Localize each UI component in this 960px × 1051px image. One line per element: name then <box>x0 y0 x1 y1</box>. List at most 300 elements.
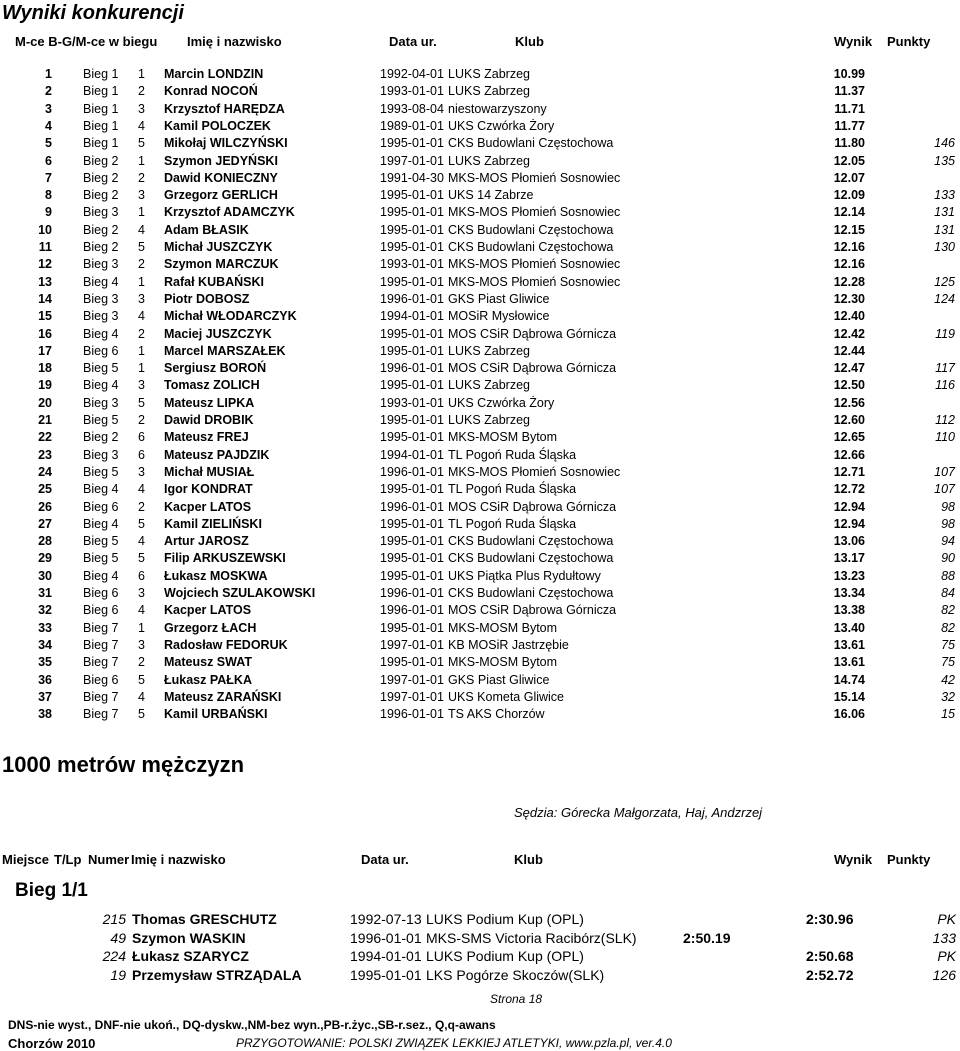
cell-athlete-name: Adam BŁASIK <box>164 222 249 237</box>
cell-heat: Bieg 7 <box>83 689 119 704</box>
page-number: Strona 18 <box>490 992 543 1006</box>
cell-athlete-name: Kamil URBAŃSKI <box>164 707 268 722</box>
col-header-date: Data ur. <box>389 34 437 49</box>
cell-lane: 2 <box>138 413 145 427</box>
cell-athlete-name: Mateusz ZARAŃSKI <box>164 689 282 704</box>
cell-birth-date: 1995-01-01 <box>380 551 444 566</box>
cell-lane: 3 <box>138 586 145 600</box>
cell-result: 12.30 <box>833 291 865 306</box>
cell-points: 112 <box>935 413 955 427</box>
cell-heat: Bieg 7 <box>83 707 119 722</box>
cell-result: 12.65 <box>833 430 865 445</box>
cell-club: MOS CSiR Dąbrowa Górnicza <box>448 326 617 341</box>
cell-birth-date: 1997-01-01 <box>380 689 444 704</box>
cell-athlete-name: Michał MUSIAŁ <box>164 464 255 479</box>
cell-result: 12.47 <box>833 361 865 376</box>
cell-lane: 4 <box>138 118 145 133</box>
cell-heat: Bieg 5 <box>83 413 119 427</box>
cell-place: 29 <box>38 551 52 566</box>
cell-lane: 2 <box>138 326 145 341</box>
cell-lane: 2 <box>138 170 145 185</box>
cell-athlete-name: Łukasz PAŁKA <box>164 672 252 687</box>
cell-points: 130 <box>934 240 955 254</box>
cell-place: 36 <box>38 672 52 687</box>
table-row <box>0 188 960 205</box>
cell-place: 20 <box>38 395 52 410</box>
cell-birth-date: 1995-01-01 <box>380 188 444 203</box>
cell-athlete-name: Thomas GRESCHUTZ <box>132 911 277 927</box>
cell-athlete-name: Konrad NOCOŃ <box>164 84 258 99</box>
cell-result: 12.14 <box>833 205 865 220</box>
cell-bib-number: 19 <box>110 966 126 983</box>
abbreviations-legend: DNS-nie wyst., DNF-nie ukoń., DQ-dyskw.,NM-bez wyn.,PB-r.życ.,SB-r.sez., Q,q-awans <box>8 1018 496 1032</box>
cell-athlete-name: Łukasz MOSKWA <box>164 568 268 583</box>
cell-heat: Bieg 5 <box>83 534 119 549</box>
cell-birth-date: 1995-01-01 <box>380 274 444 289</box>
cell-athlete-name: Radosław FEDORUK <box>164 637 288 652</box>
cell-heat: Bieg 4 <box>83 568 119 583</box>
cell-result: 12.56 <box>833 395 865 410</box>
cell-result: 12.07 <box>833 170 865 185</box>
cell-club: MKS-MOS Płomień Sosnowiec <box>448 274 621 289</box>
cell-result: 11.71 <box>834 101 865 116</box>
heat-label: Bieg 1/1 <box>15 880 88 901</box>
cell-lane: 3 <box>138 637 145 652</box>
cell-birth-date: 1994-01-01 <box>380 309 444 324</box>
col-header-name: Imię i nazwisko <box>131 852 226 867</box>
cell-birth-date: 1996-01-01 <box>380 603 444 618</box>
cell-athlete-name: Łukasz SZARYCZ <box>132 948 249 964</box>
cell-birth-date: 1995-01-01 <box>380 620 444 635</box>
cell-points: 75 <box>941 655 955 670</box>
cell-club: LUKS Podium Kup (OPL) <box>426 948 584 964</box>
cell-result: 2:52.72 <box>806 966 854 983</box>
cell-place: 10 <box>38 222 52 237</box>
cell-lane: 3 <box>138 378 145 393</box>
cell-heat: Bieg 3 <box>83 309 119 324</box>
cell-result: 13.38 <box>833 603 865 618</box>
col-header-place: Miejsce <box>2 852 49 867</box>
cell-birth-date: 1993-01-01 <box>380 395 444 410</box>
cell-club: TL Pogoń Ruda Śląska <box>448 516 577 531</box>
cell-points: 107 <box>934 482 955 497</box>
cell-lane: 2 <box>138 257 145 272</box>
table-row <box>0 240 960 257</box>
cell-heat: Bieg 2 <box>83 188 119 203</box>
cell-lane: 6 <box>138 568 145 583</box>
cell-club: CKS Budowlani Częstochowa <box>448 551 614 566</box>
cell-place: 12 <box>38 257 52 272</box>
cell-place: 25 <box>38 482 52 497</box>
cell-heat: Bieg 1 <box>83 67 119 81</box>
cell-heat: Bieg 7 <box>83 655 119 670</box>
cell-place: 35 <box>38 655 52 670</box>
cell-points: 110 <box>935 430 955 445</box>
cell-birth-date: 1991-04-30 <box>380 170 444 185</box>
cell-points: 125 <box>934 274 955 289</box>
cell-athlete-name: Wojciech SZULAKOWSKI <box>164 586 316 600</box>
cell-club: GKS Piast Gliwice <box>448 291 550 306</box>
cell-birth-date: 1995-01-01 <box>380 430 444 445</box>
cell-athlete-name: Mateusz LIPKA <box>164 395 255 410</box>
cell-place: 4 <box>45 118 52 133</box>
cell-heat: Bieg 2 <box>83 240 119 254</box>
cell-place: 17 <box>38 343 52 358</box>
cell-heat: Bieg 2 <box>83 153 119 168</box>
cell-points: 98 <box>941 499 955 514</box>
cell-club: niestowarzyszony <box>448 101 547 116</box>
table-row <box>0 465 960 482</box>
table-row <box>0 136 960 153</box>
cell-place: 30 <box>38 568 52 583</box>
cell-result: 2:50.68 <box>806 948 854 964</box>
cell-athlete-name: Mateusz SWAT <box>164 655 252 670</box>
cell-place: 16 <box>38 326 52 341</box>
cell-result: 13.61 <box>833 655 865 670</box>
cell-lane: 4 <box>138 603 145 618</box>
cell-club: MKS-MOS Płomień Sosnowiec <box>448 170 621 185</box>
cell-club: CKS Budowlani Częstochowa <box>448 534 614 549</box>
cell-heat: Bieg 4 <box>83 482 119 497</box>
cell-lane: 4 <box>138 482 145 497</box>
table-row <box>0 534 960 551</box>
cell-lane: 1 <box>138 361 145 376</box>
cell-athlete-name: Kamil POLOCZEK <box>164 118 271 133</box>
cell-birth-date: 1995-01-01 <box>380 482 444 497</box>
cell-club: UKS Czwórka Żory <box>448 395 555 410</box>
cell-athlete-name: Dawid DROBIK <box>164 413 254 427</box>
cell-lane: 6 <box>138 447 145 462</box>
cell-result: 11.77 <box>834 118 865 133</box>
cell-heat: Bieg 3 <box>83 205 119 220</box>
table-row <box>0 257 960 274</box>
cell-athlete-name: Marcin LONDZIN <box>164 67 264 81</box>
cell-lane: 1 <box>138 67 145 81</box>
cell-place: 6 <box>45 153 52 168</box>
cell-athlete-name: Krzysztof ADAMCZYK <box>164 205 295 220</box>
cell-birth-date: 1995-01-01 <box>380 516 444 531</box>
judges: Sędzia: Górecka Małgorzata, Haj, Andzrzej <box>514 805 763 820</box>
cell-place: 7 <box>45 170 52 185</box>
cell-result: 12.71 <box>833 464 865 479</box>
cell-heat: Bieg 4 <box>83 516 119 531</box>
cell-heat: Bieg 5 <box>83 464 119 479</box>
table-row <box>0 413 960 430</box>
cell-result: 12.15 <box>833 222 865 237</box>
cell-lane: 2 <box>138 84 145 99</box>
cell-birth-date: 1996-01-01 <box>380 291 444 306</box>
cell-place: 9 <box>45 205 52 220</box>
cell-athlete-name: Kamil ZIELIŃSKI <box>164 516 262 531</box>
cell-lane: 5 <box>138 240 145 254</box>
cell-result: 12.09 <box>833 188 865 203</box>
table-row <box>0 690 960 707</box>
col-header-name: Imię i nazwisko <box>187 34 282 49</box>
cell-result: 15.14 <box>833 689 865 704</box>
cell-birth-date: 1993-01-01 <box>380 84 444 99</box>
cell-club: TL Pogoń Ruda Śląska <box>448 447 577 462</box>
table-row <box>0 205 960 222</box>
cell-place: 28 <box>38 534 52 549</box>
table-row <box>0 102 960 119</box>
cell-lane: 4 <box>138 689 145 704</box>
table-row <box>0 482 960 499</box>
cell-heat: Bieg 6 <box>83 586 119 600</box>
cell-result: 13.23 <box>833 568 865 583</box>
table-row <box>0 223 960 240</box>
table-row <box>0 67 960 84</box>
cell-lane: 5 <box>138 672 145 687</box>
cell-lane: 3 <box>138 291 145 306</box>
cell-birth-date: 1995-01-01 <box>380 534 444 549</box>
cell-points: 119 <box>935 326 955 341</box>
cell-heat: Bieg 2 <box>83 170 119 185</box>
table-row <box>0 119 960 136</box>
cell-athlete-name: Szymon MARCZUK <box>164 257 279 272</box>
cell-birth-date: 1997-01-01 <box>380 153 444 168</box>
cell-bib-number: 49 <box>110 929 126 946</box>
col-header-place: M-ce B-G/M-ce w biegu <box>15 34 158 49</box>
cell-club: LKS Pogórze Skoczów(SLK) <box>426 966 605 983</box>
cell-place: 15 <box>38 309 52 324</box>
table-row <box>0 430 960 447</box>
cell-club: MKS-MOSM Bytom <box>448 655 558 670</box>
table-row <box>0 327 960 344</box>
cell-heat: Bieg 6 <box>83 672 119 687</box>
cell-heat: Bieg 3 <box>83 291 119 306</box>
table-row <box>0 84 960 101</box>
table-row <box>0 655 960 672</box>
table-row <box>0 344 960 361</box>
cell-points: 133 <box>934 188 955 203</box>
table-row <box>0 275 960 292</box>
page-title: Wyniki konkurencji <box>2 2 184 24</box>
cell-birth-date: 1989-01-01 <box>380 118 444 133</box>
cell-heat: Bieg 6 <box>83 343 119 358</box>
cell-points: 15 <box>941 707 955 722</box>
cell-place: 8 <box>45 188 52 203</box>
cell-place: 37 <box>38 689 52 704</box>
cell-athlete-name: Szymon WASKIN <box>132 929 246 946</box>
cell-place: 3 <box>45 101 52 116</box>
cell-heat: Bieg 1 <box>83 84 119 99</box>
cell-result: 12.42 <box>833 326 865 341</box>
cell-athlete-name: Marcel MARSZAŁEK <box>164 343 286 358</box>
cell-birth-date: 1996-01-01 <box>380 361 444 376</box>
cell-points: 107 <box>934 464 955 479</box>
cell-birth-date: 1995-01-01 <box>380 326 444 341</box>
cell-points: 82 <box>941 620 955 635</box>
cell-lane: 4 <box>138 222 145 237</box>
cell-athlete-name: Michał WŁODARCZYK <box>164 309 297 324</box>
cell-club: LUKS Podium Kup (OPL) <box>426 911 584 927</box>
cell-points: 116 <box>935 378 955 393</box>
cell-place: 13 <box>38 274 52 289</box>
cell-result: 12.94 <box>833 499 865 514</box>
cell-athlete-name: Grzegorz ŁACH <box>164 620 257 635</box>
cell-heat: Bieg 5 <box>83 361 119 376</box>
cell-birth-date: 1992-04-01 <box>380 67 444 81</box>
cell-club: UKS 14 Zabrze <box>448 188 534 203</box>
table-row <box>0 621 960 638</box>
cell-birth-date: 1995-01-01 <box>350 966 422 983</box>
cell-points: 124 <box>934 291 955 306</box>
cell-result: 12.05 <box>833 153 865 168</box>
cell-heat: Bieg 1 <box>83 118 119 133</box>
cell-result: 12.66 <box>833 447 865 462</box>
cell-birth-date: 1995-01-01 <box>380 568 444 583</box>
cell-result: 12.72 <box>833 482 865 497</box>
cell-heat: Bieg 6 <box>83 499 119 514</box>
cell-club: TS AKS Chorzów <box>448 707 545 722</box>
cell-club: MOS CSiR Dąbrowa Górnicza <box>448 361 617 376</box>
cell-birth-date: 1996-01-01 <box>350 929 422 946</box>
table-row <box>0 517 960 534</box>
table-row <box>0 292 960 309</box>
table-row <box>0 500 960 517</box>
cell-club: KB MOSiR Jastrzębie <box>448 637 569 652</box>
cell-lane: 4 <box>138 309 145 324</box>
cell-birth-date: 1992-07-13 <box>350 911 422 927</box>
col-header-points: Punkty <box>887 34 931 49</box>
col-header-club: Klub <box>515 34 544 49</box>
cell-place: 23 <box>38 447 52 462</box>
cell-points: 94 <box>941 534 955 549</box>
cell-place: 19 <box>38 378 52 393</box>
cell-athlete-name: Kacper LATOS <box>164 499 252 514</box>
cell-place: 33 <box>38 620 52 635</box>
cell-result: 14.74 <box>833 672 865 687</box>
cell-heat: Bieg 2 <box>83 222 119 237</box>
cell-place: 26 <box>38 499 52 514</box>
cell-lane: 1 <box>138 620 145 635</box>
cell-club: CKS Budowlani Częstochowa <box>448 240 614 254</box>
cell-result: 12.94 <box>833 516 865 531</box>
cell-lane: 1 <box>138 343 145 358</box>
cell-lane: 3 <box>138 101 145 116</box>
table-row <box>0 930 960 950</box>
cell-athlete-name: Krzysztof HARĘDZA <box>164 101 285 116</box>
cell-result: 13.17 <box>833 551 865 566</box>
cell-result: 2:30.96 <box>806 911 854 927</box>
cell-club: MKS-MOSM Bytom <box>448 430 558 445</box>
cell-athlete-name: Rafał KUBAŃSKI <box>164 274 265 289</box>
cell-athlete-name: Igor KONDRAT <box>164 482 253 497</box>
section-title: 1000 metrów mężczyzn <box>2 752 245 777</box>
cell-place: 22 <box>38 430 52 445</box>
cell-place: 21 <box>38 413 52 427</box>
cell-athlete-name: Szymon JEDYŃSKI <box>164 153 278 168</box>
table-row <box>0 586 960 603</box>
cell-result: 2:50.19 <box>683 929 731 946</box>
cell-athlete-name: Dawid KONIECZNY <box>164 170 278 185</box>
cell-heat: Bieg 7 <box>83 637 119 652</box>
cell-result: 12.16 <box>833 257 865 272</box>
cell-result: 13.61 <box>833 637 865 652</box>
cell-place: 32 <box>38 603 52 618</box>
cell-result: 12.16 <box>833 240 865 254</box>
cell-result: 13.40 <box>833 620 865 635</box>
cell-club: MKS-MOS Płomień Sosnowiec <box>448 205 621 220</box>
cell-lane: 3 <box>138 188 145 203</box>
cell-athlete-name: Sergiusz BOROŃ <box>164 361 267 376</box>
cell-club: LUKS Zabrzeg <box>448 84 530 99</box>
cell-athlete-name: Michał JUSZCZYK <box>164 240 273 254</box>
cell-club: GKS Piast Gliwice <box>448 672 550 687</box>
cell-club: MKS-MOS Płomień Sosnowiec <box>448 257 621 272</box>
cell-points: 135 <box>934 153 955 168</box>
cell-place: 24 <box>38 464 52 479</box>
table-row <box>0 967 960 987</box>
cell-birth-date: 1995-01-01 <box>380 655 444 670</box>
cell-place: 27 <box>38 516 52 531</box>
cell-lane: 1 <box>138 274 145 289</box>
cell-result: 12.50 <box>833 378 865 393</box>
cell-club: MKS-MOS Płomień Sosnowiec <box>448 464 621 479</box>
cell-athlete-name: Grzegorz GERLICH <box>164 188 278 203</box>
preparation-note: PRZYGOTOWANIE: POLSKI ZWIĄZEK LEKKIEJ ATLETYKI, www.pzla.pl, ver.4.0 <box>236 1036 672 1050</box>
cell-lane: 1 <box>138 153 145 168</box>
cell-lane: 3 <box>138 464 145 479</box>
cell-birth-date: 1995-01-01 <box>380 378 444 393</box>
cell-place: 11 <box>38 240 52 254</box>
cell-birth-date: 1995-01-01 <box>380 343 444 358</box>
table-row <box>0 911 960 931</box>
cell-club: TL Pogoń Ruda Śląska <box>448 482 577 497</box>
table-row <box>0 673 960 690</box>
cell-club: LUKS Zabrzeg <box>448 153 530 168</box>
cell-heat: Bieg 7 <box>83 620 119 635</box>
cell-athlete-name: Artur JAROSZ <box>164 534 249 549</box>
cell-athlete-name: Piotr DOBOSZ <box>164 291 250 306</box>
cell-place: 38 <box>38 707 52 722</box>
cell-club: CKS Budowlani Częstochowa <box>448 136 614 151</box>
cell-lane: 6 <box>138 430 145 445</box>
cell-result: 12.60 <box>833 413 865 427</box>
cell-lane: 5 <box>138 551 145 566</box>
cell-place: 31 <box>38 586 52 600</box>
cell-birth-date: 1995-01-01 <box>380 205 444 220</box>
cell-athlete-name: Kacper LATOS <box>164 603 252 618</box>
cell-heat: Bieg 1 <box>83 136 119 151</box>
cell-club: UKS Piątka Plus Rydułtowy <box>448 568 601 583</box>
cell-points: 32 <box>941 689 955 704</box>
cell-points: 98 <box>941 516 955 531</box>
cell-lane: 4 <box>138 534 145 549</box>
cell-birth-date: 1995-01-01 <box>380 240 444 254</box>
cell-birth-date: 1995-01-01 <box>380 222 444 237</box>
cell-points: 146 <box>934 136 955 151</box>
cell-club: MOSiR Mysłowice <box>448 309 550 324</box>
cell-result: 13.06 <box>833 534 865 549</box>
table-row <box>0 361 960 378</box>
table-row <box>0 396 960 413</box>
table-row <box>0 707 960 724</box>
cell-result: 13.34 <box>833 586 865 600</box>
cell-place: 14 <box>38 291 52 306</box>
cell-result: 12.40 <box>833 309 865 324</box>
cell-birth-date: 1997-01-01 <box>380 672 444 687</box>
cell-points: 84 <box>941 586 955 600</box>
cell-points: 117 <box>935 361 955 376</box>
cell-points: 131 <box>934 222 955 237</box>
cell-points: 82 <box>941 603 955 618</box>
place-year: Chorzów 2010 <box>8 1036 96 1051</box>
cell-birth-date: 1996-01-01 <box>380 586 444 600</box>
table-row <box>0 378 960 395</box>
cell-club: LUKS Zabrzeg <box>448 413 530 427</box>
cell-athlete-name: Maciej JUSZCZYK <box>164 326 272 341</box>
